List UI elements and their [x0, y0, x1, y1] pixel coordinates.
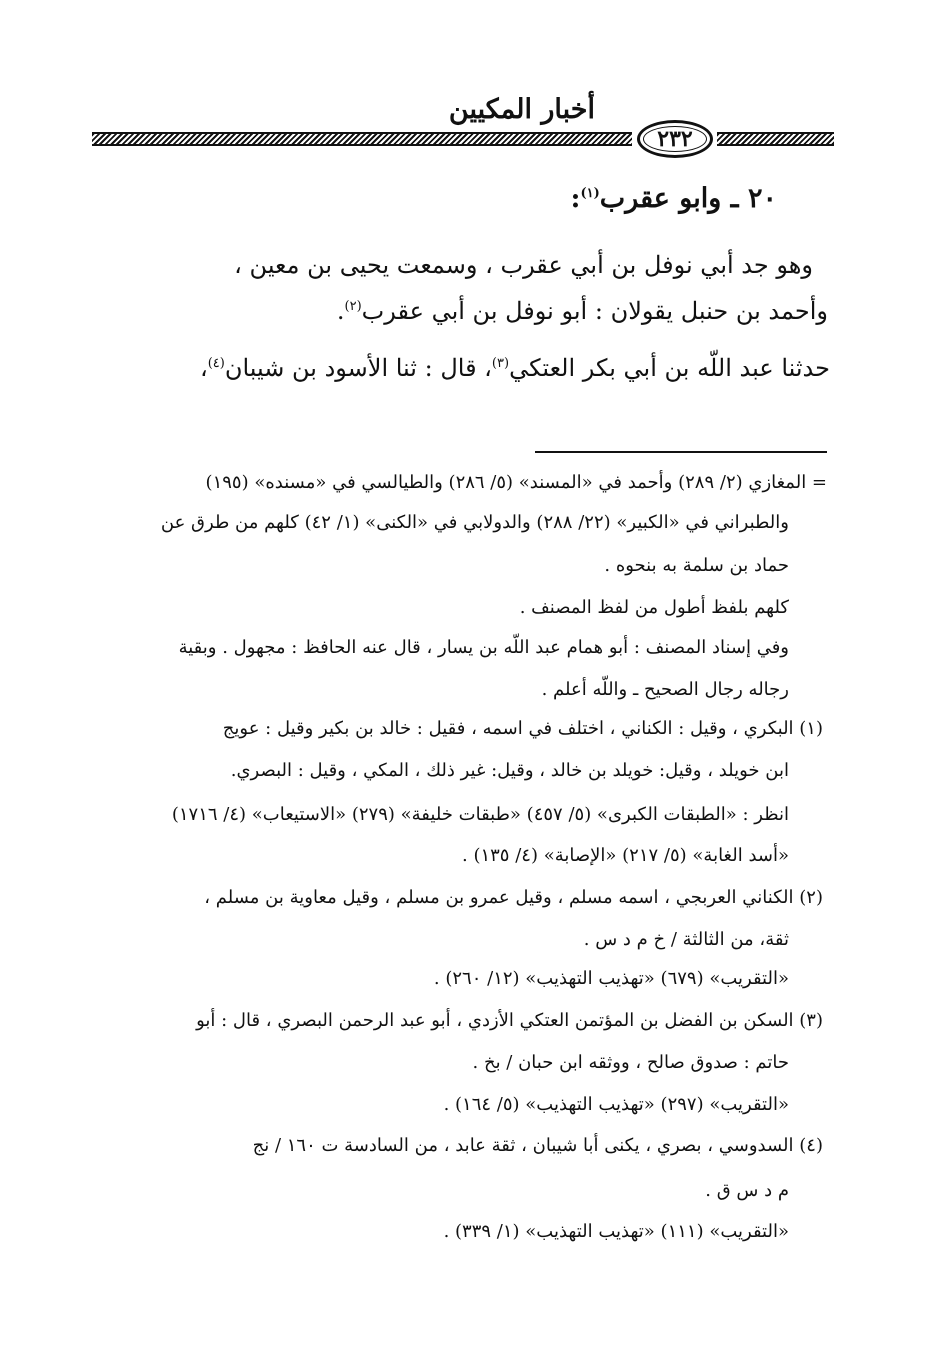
body-line-3	[200, 354, 830, 382]
footnote-3-line: «التقريب» (٢٩٧) «تهذيب التهذيب» (٥/ ١٦٤) .	[443, 1094, 789, 1115]
footnote-4-line: م د س ق .	[705, 1180, 789, 1201]
page-number: ٢٣٢	[657, 126, 693, 152]
footnote-3-line: حاتم : صدوق صالح ، ووثقه ابن حبان / بخ .	[472, 1052, 789, 1073]
body-line-2	[337, 297, 828, 325]
entry-heading-colon: :	[570, 183, 581, 214]
footnote-ref-1: (١)	[580, 186, 600, 201]
body-line-3-text-a: حدثنا عبد اللّه بن أبي بكر العتكي	[509, 354, 830, 382]
footnote-2-line: ثقة، من الثالثة / خ م د س .	[583, 929, 789, 950]
footnote-2-line: «التقريب» (٦٧٩) «تهذيب التهذيب» (١٢/ ٢٦٠) .	[433, 968, 789, 989]
body-line-3-text-b: ، قال : ثنا الأسود بن شيبان	[224, 354, 492, 382]
footnote-1-line: ابن خويلد ، وقيل: خويلد بن خالد ، وقيل: غير ذلك ، المكي ، وقيل : البصري.	[230, 760, 789, 781]
header-rule-left	[92, 132, 632, 146]
footnote-continued-line: حماد بن سلمة به بنحوه .	[604, 555, 789, 576]
body-line-2-text: وأحمد بن حنبل يقولان : أبو نوفل بن أبي عقرب	[361, 297, 828, 325]
header-rule-right	[717, 132, 834, 146]
body-line-3-end: ،	[199, 354, 208, 382]
running-title: أخبار المكيين	[448, 94, 595, 125]
footnote-2-line: (٢) الكناني العربجي ، اسمه مسلم ، وقيل عمرو بن مسلم ، وقيل معاوية بن مسلم ،	[204, 887, 823, 908]
header-rule	[92, 120, 834, 164]
footnote-4-line: «التقريب» (١١١) «تهذيب التهذيب» (١/ ٣٣٩) .	[443, 1221, 789, 1242]
footnote-1-line: انظر : «الطبقات الكبرى» (٥/ ٤٥٧) «طبقات خليفة» (٢٧٩) «الاستيعاب» (٤/ ١٧١٦)	[171, 804, 789, 825]
footnote-4-line: (٤) السدوسي ، بصري ، يكنى أبا شيبان ، ثقة عابد ، من السادسة ت ١٦٠ / نج	[252, 1135, 823, 1156]
footnote-continued-line: وفي إسناد المصنف : أبو همام عبد اللّه بن يسار ، قال عنه الحافظ : مجهول . وبقية	[178, 637, 789, 658]
entry-heading	[571, 183, 777, 214]
footnote-1-line: «أسد الغابة» (٥/ ٢١٧) «الإصابة» (٤/ ١٣٥) .	[462, 845, 789, 866]
footnote-1-line: (١) البكري ، وقيل : الكناني ، اختلف في اسمه ، فقيل : خالد بن بكير وقيل : عويج	[222, 718, 823, 739]
footnote-ref-2: (٢)	[344, 299, 362, 314]
footnote-ref-3: (٣)	[491, 356, 510, 371]
footnote-separator	[535, 451, 827, 453]
footnote-continued-line: كلهم بلفظ أطول من لفظ المصنف .	[519, 597, 789, 618]
page-number-badge	[637, 120, 713, 158]
footnote-continued-line: = المغازي (٢/ ٢٨٩) وأحمد في «المسند» (٥/ ٢٨٦) والطيالسي في «مسنده» (١٩٥)	[205, 472, 827, 493]
footnote-ref-4: (٤)	[207, 356, 225, 371]
footnote-continued-line: رجاله رجال الصحيح ـ واللّه أعلم .	[541, 679, 789, 700]
footnote-3-line: (٣) السكن بن الفضل بن المؤتمن العتكي الأزدي ، أبو عبد الرحمن البصري ، قال : أبو	[196, 1010, 823, 1031]
entry-heading-text: ٢٠ ـ وابو عقرب	[599, 183, 777, 214]
footnote-continued-line: والطبراني في «الكبير» (٢٢/ ٢٨٨) والدولابي في «الكنى» (١/ ٤٢) كلهم من طرق عن	[160, 512, 789, 533]
body-line-2-end: .	[336, 297, 345, 325]
body-line-1: وهو جد أبي نوفل بن أبي عقرب ، وسمعت يحيى بن معين ،	[234, 251, 813, 279]
